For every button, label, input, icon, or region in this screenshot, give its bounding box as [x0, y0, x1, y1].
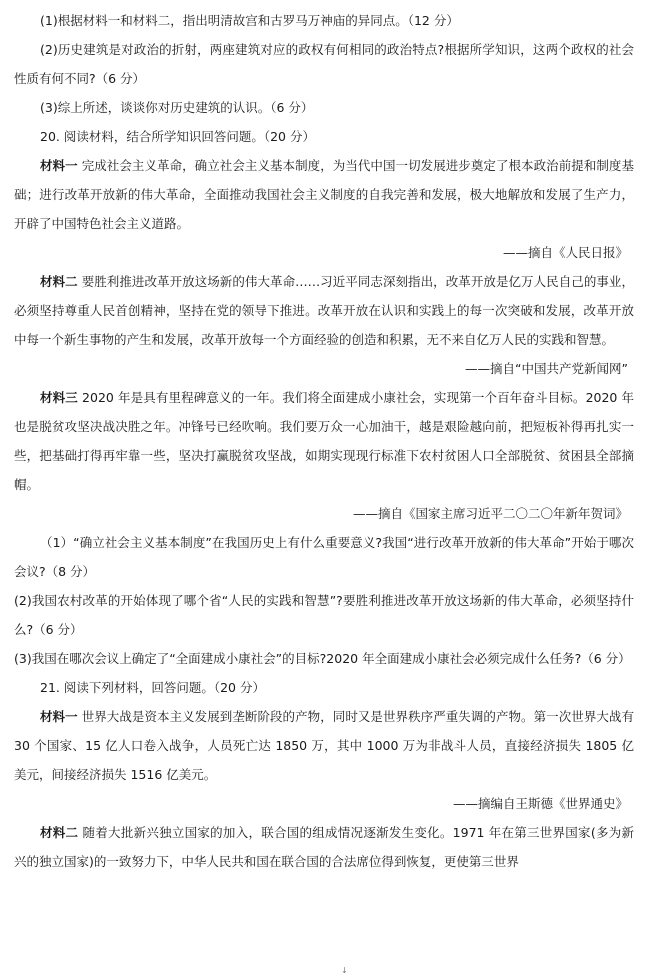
paragraph-text: 世界大战是资本主义发展到垄断阶段的产物，同时又是世界秩序严重失调的产物。第一次世界大战有 30 个国家、15 亿人口卷入战争，人员死亡达 1850 万，其中 1000 万为非战斗人员，直接经济损失 1805 亿美元，间接经济损失 1516 亿美元。 — [14, 709, 634, 782]
question-paragraph — [14, 644, 634, 673]
paragraph-text: ——摘自《国家主席习近平二〇二〇年新年贺词》 — [352, 506, 628, 521]
paragraph-text: 要胜利推进改革开放这场新的伟大革命……习近平同志深刻指出，改革开放是亿万人民自己的事业，必须坚持尊重人民首创精神，坚持在党的领导下推进。改革开放在认识和实践上的每一次突破和发展，改革开放中每一个新生事物的产生和发展，改革开放每一个方面经验的创造和积累，无不来自亿万人民的实践和智慧。 — [14, 274, 634, 347]
paragraph-text: ——摘自《人民日报》 — [502, 245, 628, 260]
paragraph-text: 20. 阅读材料，结合所学知识回答问题。（20 分） — [40, 129, 315, 144]
source-citation — [14, 499, 634, 528]
paragraph-text: ——摘自“中国共产党新闻网” — [465, 361, 628, 376]
paragraph-text: （1）“确立社会主义基本制度”在我国历史上有什么重要意义?我国“进行改革开放新的伟大革命”开始于哪次会议?（8 分） — [14, 535, 634, 579]
document-body — [14, 6, 634, 876]
paragraph-text: (1)根据材料一和材料二，指出明清故宫和古罗马万神庙的异同点。（12 分） — [40, 13, 459, 28]
question-paragraph — [14, 93, 634, 122]
material-label: 材料二 — [40, 825, 79, 840]
material-label: 材料一 — [40, 709, 78, 724]
source-citation — [14, 238, 634, 267]
material-paragraph — [14, 702, 634, 789]
material-label: 材料三 — [40, 390, 78, 405]
paragraph-text: (3)我国在哪次会议上确定了“全面建成小康社会”的目标?2020 年全面建成小康社会必须完成什么任务?（6 分） — [14, 651, 631, 666]
question-paragraph — [14, 6, 634, 35]
paragraph-text: ——摘编自王斯德《世界通史》 — [452, 796, 628, 811]
paragraph-text: (2)我国农村改革的开始体现了哪个省“人民的实践和智慧”?要胜利推进改革开放这场新的伟大革命，必须坚持什么?（6 分） — [14, 593, 634, 637]
source-citation — [14, 789, 634, 818]
page-mark: ↓ — [341, 966, 348, 975]
material-paragraph — [14, 151, 634, 238]
paragraph-text: 21. 阅读下列材料，回答问题。（20 分） — [40, 680, 265, 695]
question-paragraph — [14, 122, 634, 151]
paragraph-text: (3)综上所述，谈谈你对历史建筑的认识。（6 分） — [40, 100, 314, 115]
material-paragraph — [14, 383, 634, 499]
paragraph-text: (2)历史建筑是对政治的折射，两座建筑对应的政权有何相同的政治特点?根据所学知识，这两个政权的社会性质有何不同?（6 分） — [14, 42, 634, 86]
question-paragraph — [14, 586, 634, 644]
material-label: 材料二 — [40, 274, 78, 289]
question-paragraph — [14, 35, 634, 93]
material-paragraph — [14, 267, 634, 354]
material-paragraph — [14, 818, 634, 876]
question-paragraph — [14, 673, 634, 702]
paragraph-text: 2020 年是具有里程碑意义的一年。我们将全面建成小康社会，实现第一个百年奋斗目标。2020 年也是脱贫攻坚决战决胜之年。冲锋号已经吹响。我们要万众一心加油干，越是艰险越向前，把短板补得再扎实一些，把基础打得再牢靠一些，坚决打赢脱贫攻坚战，如期实现现行标准下农村贫困人口全部脱贫、贫困县全部摘帽。 — [14, 390, 634, 492]
material-label: 材料一 — [40, 158, 78, 173]
paragraph-text: 随着大批新兴独立国家的加入，联合国的组成情况逐渐发生变化。1971 年在第三世界国家(多为新兴的独立国家)的一致努力下，中华人民共和国在联合国的合法席位得到恢复，更使第三世界 — [14, 825, 634, 869]
paragraph-text: 完成社会主义革命，确立社会主义基本制度，为当代中国一切发展进步奠定了根本政治前提和制度基础；进行改革开放新的伟大革命，全面推动我国社会主义制度的自我完善和发展，极大地解放和发展了生产力，开辟了中国特色社会主义道路。 — [14, 158, 634, 231]
source-citation — [14, 354, 634, 383]
question-paragraph — [14, 528, 634, 586]
